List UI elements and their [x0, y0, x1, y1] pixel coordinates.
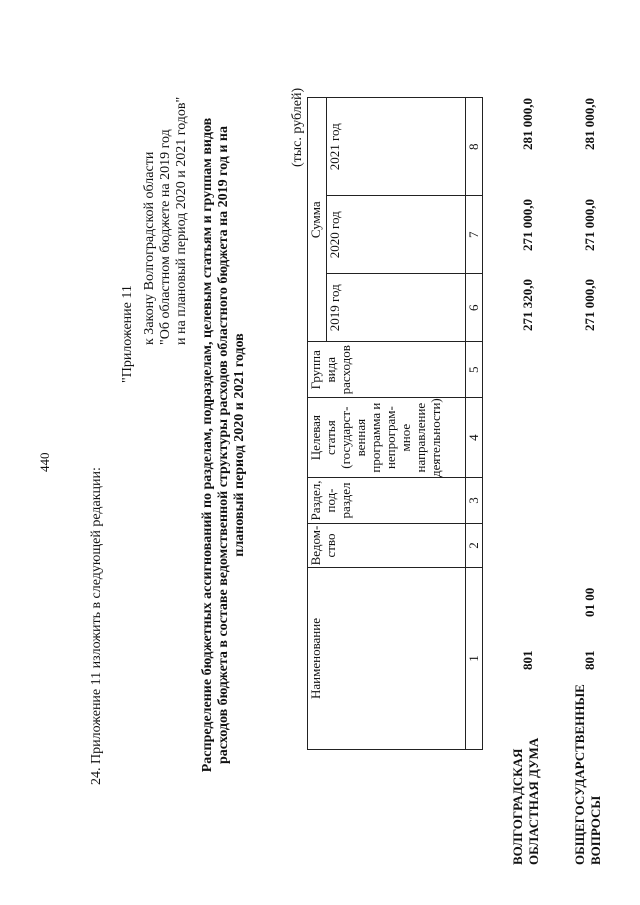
row-2021: 281 000,0 — [520, 98, 535, 150]
unit-label: (тыс. рублей) — [290, 87, 305, 167]
col-number: 7 — [466, 196, 483, 274]
col-number: 8 — [466, 98, 483, 196]
row-2021: 281 000,0 — [582, 98, 597, 150]
row-name-line-1: ВОЛГОГРАДСКАЯ — [510, 748, 525, 865]
intro-text: 24. Приложение 11 изложить в следующей редакции: — [89, 467, 104, 785]
col-number: 4 — [466, 398, 483, 478]
law-ref-line-1: к Закону Волгоградской области — [142, 151, 157, 345]
row-2019: 271 320,0 — [520, 279, 535, 331]
row-2019: 271 000,0 — [582, 279, 597, 331]
row-dept: 801 — [582, 650, 597, 670]
row-name-line-2: ВОПРОСЫ — [588, 795, 603, 865]
col-number: 6 — [466, 274, 483, 342]
col-number: 2 — [466, 524, 483, 568]
col-number: 3 — [466, 478, 483, 524]
header-dept: Ведом-ство — [308, 524, 466, 568]
col-number: 5 — [466, 342, 483, 398]
header-name: Наименование — [308, 568, 466, 750]
page-number: 440 — [37, 452, 52, 472]
law-ref-line-2: "Об областном бюджете на 2019 год — [158, 129, 173, 345]
document-title: Распределение бюджетных ассигнований по разделам, подразделам, целевым статьям и группам видов расходов бюджета в составе ведомственной структуры расходов областного бюджета на 2019 год и на плановый период 2020 и 2021 годов — [200, 117, 247, 773]
row-2020: 271 000,0 — [520, 199, 535, 251]
header-section: Раздел, под-раздел — [308, 478, 466, 524]
col-number: 1 — [466, 568, 483, 750]
header-sum: Сумма — [308, 98, 327, 342]
appendix-label: "Приложение 11 — [120, 285, 135, 383]
header-2020: 2020 год — [327, 196, 466, 274]
row-name-line-2: ОБЛАСТНАЯ ДУМА — [526, 737, 541, 865]
row-2020: 271 000,0 — [582, 199, 597, 251]
law-reference — [142, 97, 190, 345]
header-2021: 2021 год — [327, 98, 466, 196]
row-name-line-1: ОБЩЕГОСУДАРСТВЕННЫЕ — [572, 684, 587, 865]
row-section: 01 00 — [582, 587, 597, 617]
header-group: Группа вида расходов — [308, 342, 466, 398]
header-2019: 2019 год — [327, 274, 466, 342]
law-ref-line-3: и на плановый период 2020 и 2021 годов" — [174, 96, 189, 345]
header-table — [307, 97, 483, 750]
header-target: Целевая статья (государст-венная программа и непрограм-мное направление деятельности) — [308, 398, 466, 478]
row-dept: 801 — [520, 650, 535, 670]
